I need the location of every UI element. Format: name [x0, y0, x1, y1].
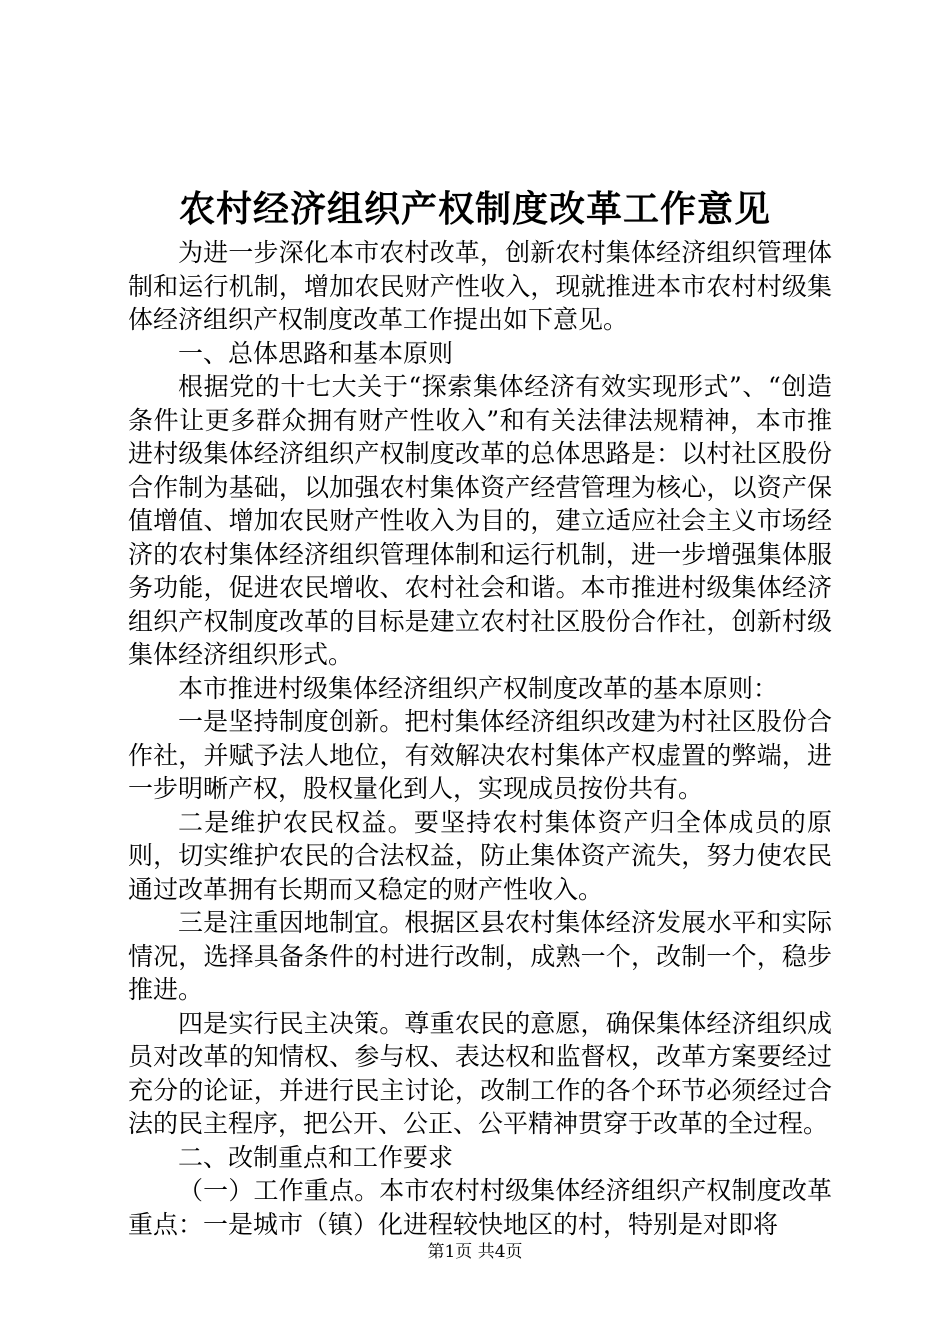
document-title: 农村经济组织产权制度改革工作意见 [178, 188, 771, 230]
paragraph-basic-principles: 本市推进村级集体经济组织产权制度改革的基本原则： [178, 673, 779, 703]
paragraph-principle-2: 二是维护农民权益。要坚持农村集体资产归全体成员的原则，切实维护农民的合法权益，防止集体资产流失，努力使农民通过改革拥有长期而又稳定的财产性收入。 [128, 807, 832, 904]
section-heading-1: 一、总体思路和基本原则 [178, 338, 454, 368]
paragraph-intro: 为进一步深化本市农村改革，创新农村集体经济组织管理体制和运行机制，增加农民财产性收入，现就推进本市农村村级集体经济组织产权制度改革工作提出如下意见。 [128, 238, 832, 334]
paragraph-principle-4: 四是实行民主决策。尊重农民的意愿，确保集体经济组织成员对改革的知情权、参与权、表达权和监督权，改革方案要经过充分的论证，并进行民主讨论，改制工作的各个环节必须经过合法的民主程序，把公开、公正、公平精神贯穿于改革的全过程。 [128, 1008, 832, 1138]
document-body [128, 236, 832, 1241]
page-footer: 第1页 共4页 [427, 1242, 523, 1262]
paragraph-principle-1: 一是坚持制度创新。把村集体经济组织改建为村社区股份合作社，并赋予法人地位，有效解决农村集体产权虚置的弊端，进一步明晰产权，股权量化到人，实现成员按份共有。 [128, 707, 832, 803]
section-heading-2: 二、改制重点和工作要求 [178, 1142, 454, 1172]
paragraph-overall-thinking: 根据党的十七大关于“探索集体经济有效实现形式”、“创造条件让更多群众拥有财产性收入”和有关法律法规精神，本市推进村级集体经济组织产权制度改革的总体思路是：以村社区股份合作制为基础，以加强农村集体资产经营管理为核心，以资产保值增值、增加农民财产性收入为目的，建立适应社会主义市场经济的农村集体经济组织管理体制和运行机制，进一步增强集体服务功能，促进农民增收、农村社会和谐。本市推进村级集体经济组织产权制度改革的目标是建立农村社区股份合作社，创新村级集体经济组织形式。 [128, 372, 832, 669]
paragraph-principle-3: 三是注重因地制宜。根据区县农村集体经济发展水平和实际情况，选择具备条件的村进行改制，成熟一个，改制一个，稳步推进。 [128, 908, 832, 1004]
paragraph-work-focus: （一）工作重点。本市农村村级集体经济组织产权制度改革重点：一是城市（镇）化进程较快地区的村，特别是对即将 [128, 1176, 832, 1239]
